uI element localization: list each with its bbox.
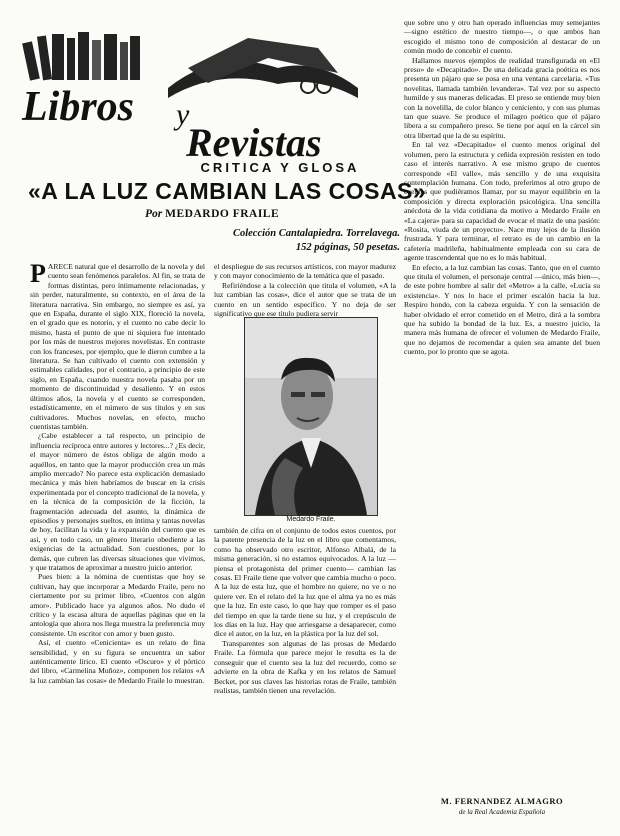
author-name: MEDARDO FRAILE	[165, 208, 280, 220]
author-photo	[244, 317, 378, 516]
logo-y: y	[176, 98, 190, 131]
signature: M. FERNANDEZ ALMAGRO	[440, 796, 564, 806]
article-column-2-top	[214, 262, 396, 319]
col2-para-3: también de cifra en el conjunto de todos estos cuentos, por la patente presencia de la luz en el libro que comentamos, como ha observado otro escritor, Alfonso Albalá, de la misma generación, si no estamos equivocados. A la luz —piensa el protagonista del primer cuento— cambian las cosas. El Fraile tiene que volver que cambia mucho o poco. A la luz de esta luz, que el hombre no quiere, no ve o no quiere ver. En el relato del la luz que el alma ya no es más que la luz. En este caso, lo que hay que romper es el paso del tiempo en que la tarde tiene su luz, y el crepúsculo de los días en la luz. Hay que arriesgarse a desaparecer, como dice el autor, en la luz, en la plástica por la luz del sol.	[214, 526, 396, 639]
portrait-image	[245, 318, 377, 515]
article-headline: «A LA LUZ CAMBIAN LAS COSAS»	[28, 178, 427, 204]
col2-para-1: el despliegue de sus recursos artísticos, con mayor madurez y con mayor conocimiento de la temática que el pasado.	[214, 262, 396, 281]
article-column-3	[404, 18, 600, 793]
photo-caption: Medardo Fraile.	[286, 516, 336, 523]
drop-cap: P	[30, 259, 46, 288]
pub-collection: Colección Cantalapiedra. Torrelavega.	[232, 228, 400, 239]
logo-revistas: Revistas	[186, 120, 322, 165]
col1-para-1: ARECE natural que el desarrollo de la novela y del cuento sean fenómenos paralelos. Al fin, se trata de formas distintas, pero íntimamente relacionadas, y sin perder, naturalmente, su contexto, en el área de la literatura narrativa. Sin embargo, no siempre es así, ya que en España, durante el siglo XIX, floreció la novela, en el grado que es notorio, y el cuento no cabe decir lo mismo, hasta el punto de que ni siquiera fue intentado por los más de nuestros mejores novelistas. En contraste con los franceses, por ejemplo, que le dieron cumbre a la literatura. Se han cultivado el cuento con extensión y estimables calidades, por el contrario, a principio de este siglo, en España, cuando nuestra novela pasaba por un momento de discontinuidad y desaliento. Y en estos últimos años, la novela y el cuento se corresponden, estadísticamente, en el número de sus títulos y en sus cultivadores. Muchos novelas, en efecto, mucho cuentistas también.	[30, 262, 205, 431]
col3-para-3: En tal vez «Decapitado» el cuento menos original del volumen, pero la estructura y ceñida expresión resisten en todo caso el interés narrativo. A ese mismo grupo de cuentos corresponde «El valle», más sencillo y de una exquisita contemplación humana. Con todo, preferimos al otro grupo de cuentos que pudiéramos llamar, por su mayor equilibrio en la composición y directa exploración psicológica. Una sencilla anécdota de la vida cotidiana da motivo a Medardo Fraile en «La cajera» para su capacidad de evocar el matiz de una pasión: «Rosita, viuda de un proyecto». Nace muy lejos de la ilusión frustrada. Y para terminar, el retrato es de un cambio en la cafetería madrileña, habitualmente empleada con su cara de agente trascendental que no es lo más habitual.	[404, 140, 600, 263]
article-column-2-bottom	[214, 526, 396, 822]
byline	[145, 208, 279, 220]
pub-pages-price: 152 páginas, 50 pesetas.	[295, 242, 400, 253]
col2-para-4: Transparentes son algunas de las prosas de Medardo Fraile. La fórmula que parece mejor le resulta es la de conseguir que el cuento sea la luz del recuerdo, como se advierte en la obra de Kafka y en los relatos de Samuel Becket, por sus claves las historias rotas de Fraile, también realistas, también tienen una revelación.	[214, 638, 396, 695]
byline-prefix: Por	[145, 208, 163, 220]
section-title: CRITICA Y GLOSA	[200, 160, 360, 175]
logo-libros: Libros	[22, 84, 135, 130]
col3-para-2: Hallamos nuevos ejemplos de realidad transfigurada en «El preso» de «Decapitado». De una delicada gracia poética es nos presenta un pájaro que se posa en una ventana carcelaria. «Tus novelitas, llamada también levandera». Tal vez por su aspecto humilde y sus maneras delicadas. El preso se entiende muy bien con la novelilla, de color blanco y ceniciento, y con sus plumas tan que suave. Se produce el milagro poético que el pájaro libera a su compañero preso. Se tiene por aquí en la cárcel sin otra libertad que la de su espíritu.	[404, 55, 600, 140]
col3-para-1: que sobre uno y otro han operado influencias muy semejantes —signo estético de nuestro tiempo—, o que ambos han escogido el mismo tono de composición al destacar de un común modo de concebir el cuento.	[404, 18, 600, 56]
col2-para-2: Refiriéndose a la colección que titula el volumen, «A la luz cambian las cosas», dice el autor que se trata de un cuento en un sentido específico. Y no deja de ser significativo que ese título pudiera servir	[214, 280, 396, 319]
article-column-1	[30, 259, 205, 822]
signature-note: de la Real Academia Española	[458, 808, 546, 816]
col1-para-2: ¿Cabe establecer a tal respecto, un principio de influencia recíproca entre autores y lectores...? ¿Es decir, el mayor número de éstos obliga de algún modo a aquéllos, en tanto que la mayor producción crea un más amplio mercado? No parece esta explicación demasiado mecánica y más bien habríamos de buscar en la crisis experimentada por el concepto tradicional de la novela, y en la técnica de la composición de la ficción, la fragmentación adecuada del asunto, la dinámica de episodios y personajes sueltos, en íntima y tantas novelas de hoy, facilitan la vida y la expansión del cuento que es así, y en todo caso, un género literario obediente a las exigencias de la actualidad. Son cuestiones, por lo demás, que cubren las diversas situaciones que vivimos, y que tratamos de aproximar a nuestro juicio anterior.	[30, 431, 205, 572]
publication-info	[200, 227, 400, 255]
col3-para-4: En efecto, a la luz cambian las cosas. Tanto, que en el cuento que titula el volumen, el personaje central —único, más bien—, de este pobre hombre al salir del «Metro» a la calle, «Lucía su existencia». Y nos lo hace el primer escalón hacia la luz. Respiro hondo, con la cabeza erguida. Y con la sensación de haber olvidado el error cometido en el Metro, dirá a la sombra que ha subido la bondad de la luz. Es, a nuestro juicio, la manera más humana de ofrecer el volumen de Medardo Fraile, que no dejamos de recomendar a quien sea amante del buen cuento, por lo pronto que se agota.	[404, 262, 600, 357]
col1-para-3: Pues bien: a la nómina de cuentistas que hoy se cultivan, hay que incorporar a Medardo Fraile, pero no ciertamente por su primer libro, «Cuentos con algún amor». Publicado hace ya algunos años. No dudo el crítico y la escasa altura de aquellas páginas que en la antología que ahora nos llega muestra la preferencia muy consistente. Un escritor con amor y buen gusto.	[30, 572, 205, 638]
header-logo-art	[18, 28, 373, 163]
col1-para-4: Así, el cuento «Cenicienta» es un relato de fina sensibilidad, y en su figura se encuentra un sabor auténticamente lírico. El cuento «Oscuro» y el pórtico del libro, «Carmelina Muñoz», componen los relatos «A la luz cambian las cosas» de Medardo Fraile lo muestran.	[30, 638, 205, 685]
